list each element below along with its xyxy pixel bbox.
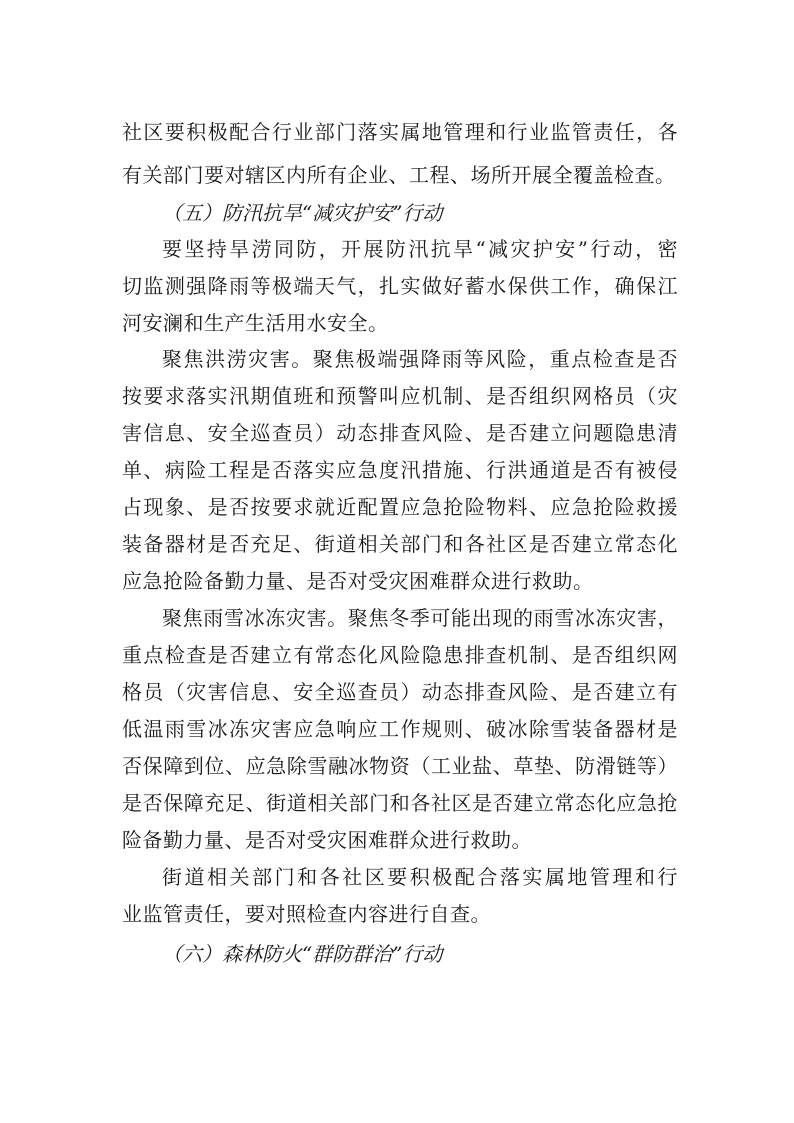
paragraph-line: 切监测强降雨等极端天气，扎实做好蓄水保供工作，确保江 <box>122 274 678 298</box>
paragraph-line: 街道相关部门和各社区要积极配合落实属地管理和行 <box>162 865 678 889</box>
paragraph-line: 占现象、是否按要求就近配置应急抢险物料、应急抢险救援 <box>122 495 678 519</box>
paragraph-line: 否保障到位、应急除雪融冰物资（工业盐、草垫、防滑链等） <box>122 754 678 778</box>
section-heading-6: （六）森林防火“群防群治”行动 <box>162 942 443 966</box>
paragraph-line: 单、病险工程是否落实应急度汛措施、行洪通道是否有被侵 <box>122 458 678 482</box>
paragraph-line: 业监管责任，要对照检查内容进行自查。 <box>122 902 491 926</box>
paragraph-line: 要坚持旱涝同防，开展防汛抗旱“减灾护安”行动，密 <box>162 237 678 261</box>
paragraph-line: 按要求落实汛期值班和预警叫应机制、是否组织网格员（灾 <box>122 384 678 408</box>
paragraph-line: 格员（灾害信息、安全巡查员）动态排查风险、是否建立有 <box>122 680 678 704</box>
paragraph-line: 河安澜和生产生活用水安全。 <box>122 311 389 335</box>
paragraph-line: 应急抢险备勤力量、是否对受灾困难群众进行救助。 <box>122 569 594 593</box>
section-heading-5: （五）防汛抗旱“减灾护安”行动 <box>162 201 443 225</box>
paragraph-line: 是否保障充足、街道相关部门和各社区是否建立常态化应急抢 <box>122 791 678 815</box>
paragraph-line: 重点检查是否建立有常态化风险隐患排查机制、是否组织网 <box>122 643 678 667</box>
paragraph-line: 装备器材是否充足、街道相关部门和各社区是否建立常态化 <box>122 532 678 556</box>
paragraph-line: 聚焦雨雪冰冻灾害。聚焦冬季可能出现的雨雪冰冻灾害， <box>162 606 678 630</box>
paragraph-line: 社区要积极配合行业部门落实属地管理和行业监管责任，各 <box>122 120 678 144</box>
paragraph-line: 险备勤力量、是否对受灾困难群众进行救助。 <box>122 828 532 852</box>
paragraph-line: 害信息、安全巡查员）动态排查风险、是否建立问题隐患清 <box>122 421 678 445</box>
paragraph-line: 低温雨雪冰冻灾害应急响应工作规则、破冰除雪装备器材是 <box>122 717 678 741</box>
paragraph-line: 有关部门要对辖区内所有企业、工程、场所开展全覆盖检查。 <box>122 163 676 187</box>
paragraph-line: 聚焦洪涝灾害。聚焦极端强降雨等风险，重点检查是否 <box>162 347 678 371</box>
